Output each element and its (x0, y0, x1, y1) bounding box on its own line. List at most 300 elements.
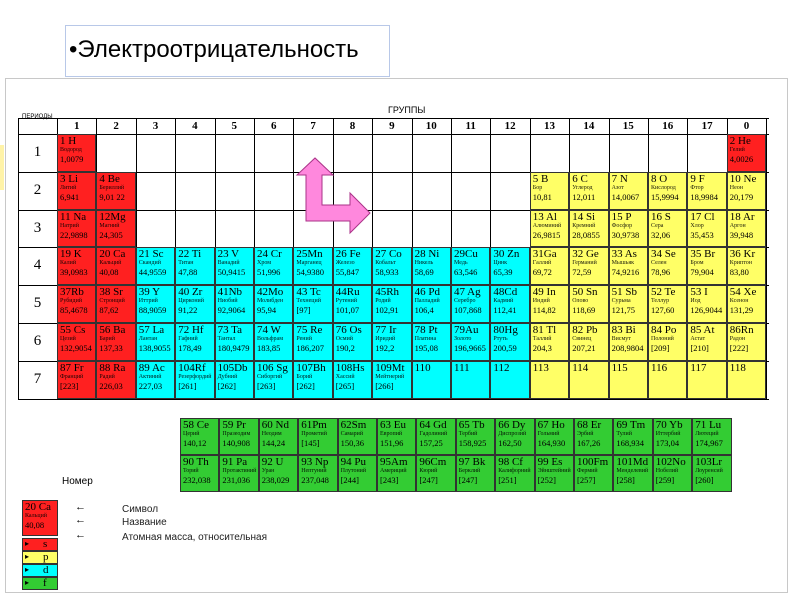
element-mass: 15,9994 (651, 191, 679, 202)
element-symbol: 102No (655, 456, 686, 468)
element-symbol: 79Au (454, 324, 479, 336)
group-number: 5 (231, 120, 238, 132)
element-name: Барий (99, 336, 115, 342)
element-name: Иттрий (138, 298, 158, 305)
element-name: Хлор (690, 222, 704, 229)
element-name: Дубний (217, 373, 238, 380)
element-name: Цезий (60, 336, 76, 342)
element-name: Гольмий (537, 431, 560, 437)
element-symbol: 46 Pd (414, 286, 440, 299)
element-mass: 208,9804 (611, 343, 644, 353)
element-name: Золото (454, 336, 472, 342)
element-mass: 200,59 (493, 343, 517, 353)
element-symbol: 70 Yb (655, 419, 683, 431)
element-name: Иридий (375, 336, 396, 342)
element-mass: 131,29 (729, 305, 754, 316)
element-mass: 107,868 (454, 305, 482, 316)
group-number: 8 (349, 120, 356, 132)
element-symbol: 104Rf (178, 361, 206, 374)
element-symbol: 18 Ar (729, 210, 755, 223)
element-symbol: 95Am (380, 456, 408, 468)
element-mass: 112,41 (493, 305, 517, 316)
element-symbol: 8 O (651, 172, 668, 185)
element-symbol: 113 (532, 361, 549, 374)
element-mass: 12,011 (572, 191, 596, 202)
period-number: 7 (33, 370, 42, 387)
element-name: Свинец (572, 336, 592, 342)
element-name: Актиний (138, 373, 162, 380)
element-symbol: 43 Tc (296, 286, 321, 299)
element-name: Сурьма (611, 298, 631, 305)
element-name: Астат (690, 336, 706, 342)
element-name: Вольфрам (257, 336, 284, 342)
element-mass: [223] (60, 380, 79, 391)
element-mass: [252] (537, 475, 557, 485)
group-number: 6 (270, 120, 277, 132)
element-symbol: 5 B (532, 172, 549, 185)
element-name: Празеодим (222, 431, 251, 437)
element-mass: [251] (498, 475, 517, 485)
element-mass: 39,948 (729, 229, 754, 240)
element-name: Неодим (261, 431, 282, 437)
element-symbol: 14 Si (572, 210, 596, 223)
element-symbol: 1 H (60, 135, 77, 147)
element-mass: 138,9055 (138, 343, 171, 353)
element-symbol: 28 Ni (414, 248, 440, 261)
element-mass: 227,03 (138, 380, 163, 391)
element-symbol: 64 Gd (419, 419, 447, 431)
element-mass: [243] (380, 475, 399, 485)
group-number: 14 (583, 120, 595, 132)
element-symbol: 108Hs (335, 361, 365, 374)
element-name: Литий (60, 184, 77, 191)
element-mass: 238,029 (261, 475, 290, 485)
element-name: Франций (60, 373, 84, 380)
legend-block-letter: f (43, 577, 47, 589)
element-name: Хром (257, 260, 272, 267)
element-name: Висмут (611, 336, 631, 342)
element-name: Протактиний (222, 468, 257, 474)
element-mass: 190,2 (335, 343, 355, 353)
element-name: Резерфордий (178, 373, 212, 380)
element-symbol: 74 W (257, 324, 281, 336)
element-name: Рений (296, 336, 312, 342)
legend-sample-mass: 40,08 (25, 520, 45, 530)
element-mass: [247] (458, 475, 478, 485)
element-name: Кремний (572, 222, 596, 229)
element-mass: 78,96 (651, 267, 671, 278)
element-symbol: 71 Lu (695, 419, 722, 431)
element-name: Уран (261, 468, 275, 474)
element-name: Индий (532, 298, 550, 305)
legend-block-letter: s (43, 538, 48, 550)
element-name: Калий (60, 260, 77, 267)
element-symbol: 90 Th (183, 456, 209, 468)
element-name: Мейтнерий (375, 373, 405, 380)
legend-sample-symbol: 20 Ca (25, 501, 51, 513)
element-name: Марганец (296, 260, 322, 267)
element-symbol: 26 Fe (335, 248, 361, 261)
element-symbol: 99 Es (537, 456, 563, 468)
group-number: 15 (622, 120, 634, 132)
element-mass: 207,21 (572, 343, 596, 353)
element-symbol: 4 Be (99, 172, 120, 185)
element-symbol: 42Mo (257, 286, 284, 299)
element-mass: [257] (577, 475, 596, 485)
element-mass: 20,179 (729, 191, 754, 202)
element-symbol: 12Mg (99, 210, 126, 223)
element-name: Фермий (577, 468, 598, 474)
element-symbol: 84 Po (651, 324, 677, 336)
element-mass: 55,847 (335, 267, 360, 278)
element-name: Лантан (138, 336, 158, 342)
element-mass: 157,25 (419, 438, 443, 448)
element-name: Родий (375, 298, 391, 305)
element-name: Алюминий (532, 222, 562, 229)
element-name: Ртуть (493, 336, 508, 342)
element-name: Стронций (99, 298, 125, 305)
element-name: Никель (414, 260, 434, 267)
element-symbol: 82 Pb (572, 324, 598, 336)
element-symbol: 93 Np (301, 456, 329, 468)
element-name: Скандий (138, 260, 161, 267)
element-mass: 121,75 (611, 305, 635, 316)
element-symbol: 96Cm (419, 456, 447, 468)
element-symbol: 17 Cl (690, 210, 715, 223)
element-mass: [210] (690, 343, 709, 353)
element-mass: 167,26 (577, 438, 601, 448)
element-name: Калифорний (498, 468, 531, 474)
element-mass: 150,36 (340, 438, 364, 448)
element-symbol: 77 Ir (375, 324, 397, 336)
element-symbol: 30 Zn (493, 248, 520, 261)
element-symbol: 111 (454, 361, 470, 374)
element-symbol: 55 Cs (60, 324, 86, 336)
element-name: Нобелий (655, 468, 679, 474)
element-name: Иод (690, 298, 701, 305)
element-symbol: 59 Pr (222, 419, 246, 431)
element-symbol: 116 (651, 361, 668, 374)
element-symbol: 94 Pu (340, 456, 366, 468)
element-mass: 101,07 (335, 305, 360, 316)
element-symbol: 88 Ra (99, 361, 126, 374)
group-number: 0 (743, 120, 750, 132)
element-mass: 195,08 (414, 343, 438, 353)
element-mass: 174,967 (695, 438, 723, 448)
element-name: Азот (611, 184, 624, 191)
element-name: Европий (380, 431, 403, 437)
element-mass: [145] (301, 438, 320, 448)
element-name: Ванадий (217, 260, 240, 267)
element-name: Галлий (532, 260, 552, 267)
group-number: 13 (543, 120, 555, 132)
element-mass: 164,930 (537, 438, 566, 448)
element-mass: [244] (340, 475, 360, 485)
element-name: Ниобий (217, 298, 238, 305)
element-name: Менделевий (616, 468, 649, 474)
element-mass: 132,9054 (60, 343, 92, 353)
element-symbol: 39 Y (138, 286, 161, 299)
element-symbol: 57 La (138, 324, 165, 336)
group-number: 12 (504, 120, 516, 132)
element-symbol: 44Ru (335, 286, 360, 299)
element-symbol: 31Ga (532, 248, 557, 261)
element-mass: 24,305 (99, 229, 123, 240)
element-symbol: 41Nb (217, 286, 243, 299)
element-symbol: 118 (729, 361, 746, 374)
element-symbol: 91 Pa (222, 456, 248, 468)
element-mass: 204,3 (532, 343, 552, 353)
element-name: Сиборгий (257, 373, 283, 380)
element-name: Криптон (729, 260, 752, 267)
element-symbol: 35 Br (690, 248, 716, 261)
group-number: 4 (192, 120, 198, 132)
element-mass: [209] (651, 343, 670, 353)
element-mass: [266] (375, 380, 394, 391)
element-mass: 95,94 (257, 305, 277, 316)
element-symbol: 89 Ac (138, 361, 165, 374)
element-symbol: 86Rn (729, 324, 754, 336)
element-name: Гелий (729, 147, 745, 153)
element-name: Бром (690, 260, 704, 267)
element-name: Рубидий (60, 298, 82, 305)
element-symbol: 24 Cr (257, 248, 282, 261)
element-symbol: 29Cu (454, 248, 478, 261)
element-symbol: 56 Ba (99, 324, 126, 336)
element-symbol: 87 Fr (60, 361, 84, 374)
element-name: Селен (651, 260, 667, 267)
element-mass: 74,9216 (611, 267, 640, 278)
element-symbol: 112 (493, 361, 510, 374)
element-name: Медь (454, 260, 468, 267)
element-symbol: 20 Ca (99, 248, 126, 261)
element-name: Кюрий (419, 468, 438, 474)
element-symbol: 76 Os (335, 324, 362, 336)
slide-title: •Электроотрицательность (69, 36, 359, 63)
element-name: Серебро (454, 298, 476, 305)
element-name: Эйнштейний (537, 468, 571, 474)
element-name: Радий (99, 373, 115, 380)
element-symbol: 52 Te (651, 286, 676, 299)
element-symbol: 83 Bi (611, 324, 636, 336)
element-name: Гадолиний (419, 431, 448, 437)
element-mass: [247] (419, 475, 438, 485)
element-mass: [260] (695, 475, 714, 485)
element-symbol: 51 Sb (611, 286, 637, 299)
element-mass: 151,96 (380, 438, 404, 448)
element-name: Торий (183, 468, 199, 474)
element-mass: 237,048 (301, 475, 329, 485)
element-symbol: 10 Ne (729, 172, 757, 185)
element-mass: 144,24 (261, 438, 286, 448)
element-mass: 114,82 (532, 305, 556, 316)
legend-block-letter: p (43, 551, 49, 563)
element-symbol: 106 Sg (257, 361, 288, 374)
legend-sample-name: Кальций (25, 513, 48, 519)
element-symbol: 61Pm (301, 419, 327, 431)
element-mass: 232,038 (183, 475, 211, 485)
legend-arrow-icon: ← (75, 514, 86, 526)
element-name: Хассий (335, 373, 355, 380)
element-symbol: 16 S (651, 210, 671, 223)
element-mass: 91,22 (178, 305, 198, 316)
legend-block-arrow-icon: ▸ (25, 578, 30, 587)
period-number: 5 (33, 295, 42, 312)
element-mass: 126,9044 (690, 305, 723, 316)
element-symbol: 78 Pt (414, 324, 438, 336)
element-mass: 168,934 (616, 438, 645, 448)
period-number: 4 (33, 257, 42, 274)
element-symbol: 66 Dy (498, 419, 526, 431)
legend-arrow-icon: ← (75, 529, 86, 541)
element-mass: 10,81 (532, 191, 552, 202)
element-mass: 65,39 (493, 267, 513, 278)
element-symbol: 45Rh (375, 286, 400, 299)
element-symbol: 36 Kr (729, 248, 756, 261)
element-symbol: 23 V (217, 248, 240, 261)
element-mass: 32,06 (651, 229, 671, 240)
periods-corner-label: ПЕРИОДЫ (22, 114, 53, 120)
groups-label: ГРУППЫ (388, 105, 426, 115)
element-symbol: 100Fm (577, 456, 609, 468)
element-mass: 186,207 (296, 343, 325, 353)
element-symbol: 27 Co (375, 248, 402, 261)
element-symbol: 101Md (616, 456, 649, 468)
element-name: Радон (729, 336, 746, 342)
element-name: Борий (296, 373, 313, 380)
group-number: 1 (73, 120, 80, 132)
element-mass: 162,50 (498, 438, 522, 448)
element-symbol: 115 (611, 361, 628, 374)
element-mass: 18,9984 (690, 191, 719, 202)
legend-label: Символ (122, 504, 159, 515)
element-name: Мышьяк (611, 260, 634, 267)
element-name: Плутоний (340, 468, 367, 474)
element-mass: 102,91 (375, 305, 399, 316)
element-symbol: 6 C (572, 172, 588, 185)
element-mass: 85,4678 (60, 305, 88, 316)
element-name: Нептуний (301, 468, 327, 474)
element-symbol: 97 Bk (458, 456, 486, 468)
element-mass: 39,0983 (60, 267, 88, 278)
element-mass: 6,941 (60, 191, 80, 202)
element-name: Берклий (458, 468, 481, 474)
element-mass: 196,9665 (454, 343, 486, 353)
element-symbol: 22 Ti (178, 248, 202, 261)
element-name: Тербий (458, 431, 478, 437)
element-name: Палладий (414, 298, 440, 305)
element-name: Таллий (532, 336, 552, 342)
element-mass: 4,0026 (729, 154, 754, 164)
element-mass: 183,85 (257, 343, 281, 353)
element-name: Тулий (616, 431, 632, 437)
element-mass: 26,9815 (532, 229, 561, 240)
element-symbol: 54 Xe (729, 286, 757, 299)
period-number: 2 (33, 181, 42, 198)
element-symbol: 73 Ta (217, 324, 242, 336)
element-symbol: 32 Ge (572, 248, 599, 261)
element-mass: 88,9059 (138, 305, 167, 316)
element-name: Прометий (301, 431, 327, 437)
element-symbol: 21 Sc (138, 248, 164, 261)
element-mass: 180,9479 (217, 343, 250, 353)
element-symbol: 80Hg (493, 324, 518, 336)
element-name: Технеций (296, 298, 321, 305)
element-name: Диспрозий (498, 431, 527, 437)
element-mass: 30,9738 (611, 229, 640, 240)
element-name: Самарий (340, 431, 364, 437)
element-symbol: 85 At (690, 324, 715, 336)
group-number: 17 (701, 120, 713, 132)
element-name: Водород (60, 147, 82, 153)
element-symbol: 49 In (532, 286, 556, 299)
element-symbol: 50 Sn (572, 286, 598, 299)
group-number: 7 (310, 120, 316, 132)
element-symbol: 2 He (729, 135, 751, 147)
element-symbol: 3 Li (60, 172, 79, 185)
legend-block-arrow-icon: ▸ (25, 552, 30, 561)
element-name: Полоний (651, 336, 674, 342)
element-name: Эрбий (577, 431, 594, 437)
element-name: Цинк (493, 260, 508, 267)
element-name: Железо (335, 260, 355, 267)
element-name: Ксенон (729, 298, 749, 305)
element-mass: 83,80 (729, 267, 749, 278)
element-name: Лоуренсий (695, 468, 723, 474)
element-symbol: 53 I (690, 286, 708, 299)
element-mass: [265] (335, 380, 355, 391)
element-symbol: 19 K (60, 248, 82, 261)
element-name: Америций (380, 468, 407, 474)
element-name: Цирконий (178, 298, 204, 305)
legend-block-letter: d (43, 564, 49, 576)
element-symbol: 75 Re (296, 324, 323, 336)
group-number: 3 (152, 120, 159, 132)
element-name: Осмий (335, 336, 354, 342)
element-name: Кобальт (375, 260, 396, 267)
element-mass: 226,03 (99, 380, 123, 391)
element-name: Гафний (178, 336, 198, 342)
element-mass: 106,4 (414, 305, 434, 316)
group-number: 9 (389, 120, 395, 132)
element-symbol: 60 Nd (261, 419, 289, 431)
element-mass: [222] (729, 343, 749, 353)
legend-block-arrow-icon: ▸ (25, 539, 30, 548)
element-name: Платина (414, 336, 437, 342)
element-mass: 192,2 (375, 343, 395, 353)
element-name: Кислород (651, 184, 676, 191)
element-symbol: 11 Na (60, 210, 87, 223)
element-mass: 28,0855 (572, 229, 600, 240)
legend-block-arrow-icon: ▸ (25, 565, 30, 574)
element-mass: [262] (296, 380, 315, 391)
period-number: 3 (33, 219, 42, 236)
element-name: Бор (532, 184, 543, 191)
group-number: 16 (662, 120, 674, 132)
element-name: Титан (178, 260, 194, 267)
element-mass: 178,49 (178, 343, 202, 353)
element-symbol: 117 (690, 361, 707, 374)
legend-label: Атомная масса, относительная (122, 532, 268, 543)
element-symbol: 7 N (611, 172, 628, 185)
element-name: Магний (99, 222, 120, 229)
element-symbol: 69 Tm (616, 419, 646, 431)
element-symbol: 13 Al (532, 210, 557, 223)
element-symbol: 33 As (611, 248, 637, 261)
element-symbol: 98 Cf (498, 456, 523, 468)
element-symbol: 9 F (690, 172, 705, 185)
element-symbol: 107Bh (296, 361, 326, 374)
